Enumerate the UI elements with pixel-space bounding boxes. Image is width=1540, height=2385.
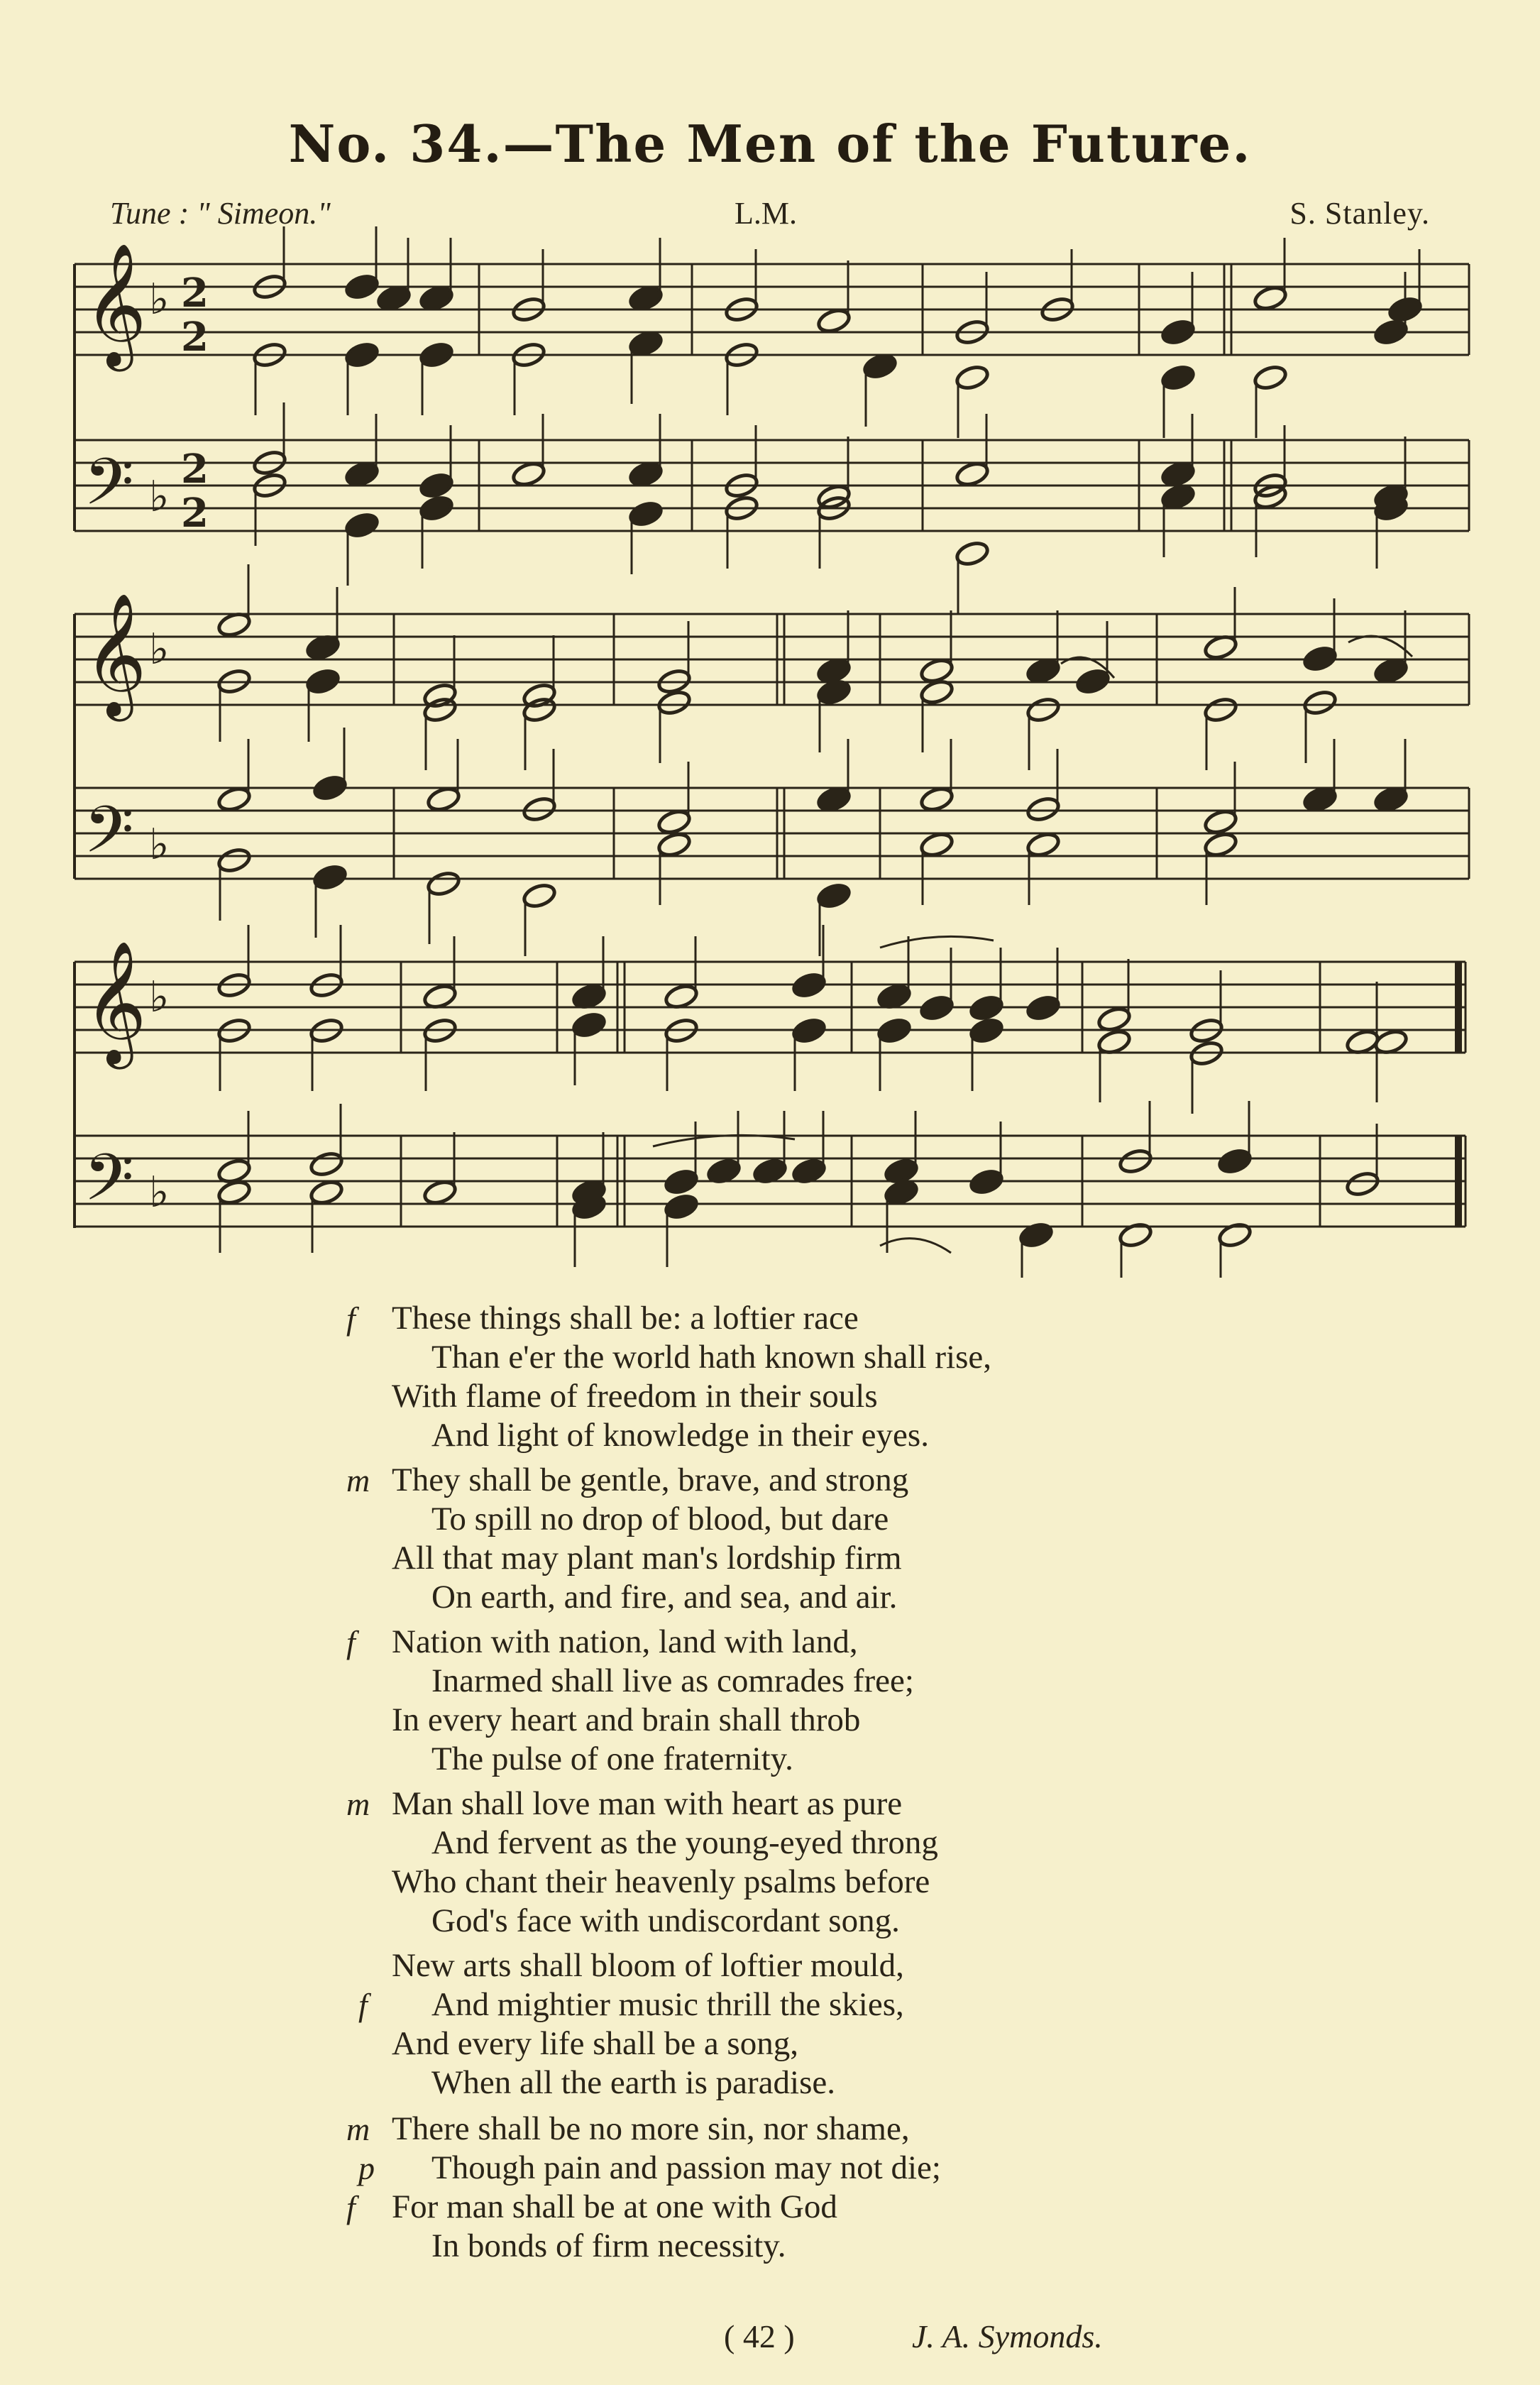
time-signature: 2 [181, 314, 209, 361]
note-head [1253, 363, 1288, 391]
lyric-line [0, 1338, 1540, 1377]
note-head [344, 511, 380, 539]
note-head [1253, 284, 1288, 312]
note-head [376, 284, 412, 312]
note-head [1025, 696, 1061, 723]
final-bar-line [1455, 962, 1462, 1053]
note-head [419, 471, 454, 499]
note-head [312, 774, 348, 801]
dynamic-marking: f [346, 1300, 356, 1337]
note-head [955, 363, 990, 391]
lyric-line [0, 1578, 1540, 1617]
lyric-line [0, 1985, 1540, 2024]
lyric-line [0, 1740, 1540, 1779]
note-head [216, 1178, 252, 1206]
note-head [1373, 657, 1409, 684]
lyric-line [0, 1377, 1540, 1416]
note-head [312, 863, 348, 891]
note-head [656, 808, 692, 835]
lyric-text: Man shall love man with heart as pure [392, 1785, 903, 1822]
lyric-text: In every heart and brain shall throb [392, 1701, 861, 1738]
dynamic-marking: p [358, 2150, 375, 2186]
lyric-text: Inarmed shall live as comrades free; [431, 1662, 914, 1699]
note-head [1118, 1147, 1153, 1175]
lyric-line [0, 1416, 1540, 1455]
lyric-text: And every life shall be a song, [392, 2025, 798, 2062]
tune-name: Tune : " Simeon." [110, 196, 331, 231]
note-head [426, 870, 461, 897]
final-bar-line [1455, 1136, 1462, 1227]
lyric-text: These things shall be: a loftier race [392, 1300, 859, 1337]
note-head [1160, 483, 1196, 510]
note-head [816, 657, 852, 684]
note-head [1203, 808, 1238, 835]
note-head [309, 1150, 344, 1178]
note-head [969, 994, 1004, 1021]
lyric-line [0, 1946, 1540, 1985]
treble-clef-icon: 𝄞 [84, 243, 147, 366]
note-head [511, 460, 546, 488]
note-head [816, 307, 852, 334]
lyric-text: When all the earth is paradise. [431, 2064, 835, 2101]
note-head [419, 284, 454, 312]
note-head [344, 341, 380, 368]
lyric-text: In bonds of firm necessity. [431, 2227, 786, 2264]
lyric-text: Though pain and passion may not die; [431, 2149, 941, 2186]
lyric-text: Who chant their heavenly psalms before [392, 1863, 930, 1900]
lyric-text: The pulse of one fraternity. [431, 1740, 793, 1777]
lyric-line [0, 2063, 1540, 2102]
note-head [876, 1016, 912, 1044]
note-head [571, 1011, 607, 1038]
note-head [1373, 785, 1409, 813]
note-head [1025, 994, 1061, 1021]
note-head [1387, 295, 1423, 323]
note-head [1302, 645, 1338, 672]
flat-icon: ♭ [149, 472, 170, 522]
note-head [628, 329, 664, 357]
slur [880, 936, 994, 948]
dynamic-marking: m [346, 1462, 370, 1498]
note-head [791, 971, 827, 999]
note-head [419, 341, 454, 368]
flat-icon: ♭ [149, 820, 170, 870]
note-head [1203, 696, 1238, 723]
note-head [522, 696, 557, 723]
slur [653, 1135, 795, 1146]
lyric-text: Than e'er the world hath known shall rise, [431, 1339, 991, 1376]
note-head [1373, 318, 1409, 346]
flat-icon: ♭ [149, 972, 170, 1022]
note-head [1025, 657, 1061, 684]
lyric-line [0, 2024, 1540, 2063]
meter-label: L.M. [735, 196, 797, 231]
note-head [791, 1016, 827, 1044]
note-head [309, 1178, 344, 1206]
dynamic-marking: f [358, 1987, 368, 2023]
note-head [664, 1168, 699, 1195]
treble-clef-icon: 𝄞 [84, 593, 147, 716]
time-signature: 2 [181, 270, 209, 317]
slur [880, 1239, 951, 1253]
lyric-line [0, 1539, 1540, 1578]
note-head [1025, 795, 1061, 823]
lyric-text: And mightier music thrill the skies, [431, 1986, 904, 2023]
note-head [426, 785, 461, 813]
flat-icon: ♭ [149, 625, 170, 674]
note-head [1345, 1170, 1380, 1197]
note-head [862, 352, 898, 380]
lyric-text: They shall be gentle, brave, and strong [392, 1462, 909, 1498]
note-head [1217, 1221, 1253, 1249]
note-head [1075, 667, 1111, 695]
lyric-author: J. A. Symonds. [912, 2318, 1103, 2354]
dynamic-marking: f [346, 1624, 356, 1660]
note-head [969, 1016, 1004, 1044]
slur [1348, 636, 1412, 657]
lyric-line [0, 1662, 1540, 1701]
lyric-line [0, 1863, 1540, 1902]
lyric-line [0, 1461, 1540, 1500]
note-head [1302, 785, 1338, 813]
note-head [1160, 318, 1196, 346]
dynamic-marking: f [346, 2189, 356, 2225]
note-head [305, 667, 341, 695]
lyric-text: God's face with undiscordant song. [431, 1902, 900, 1939]
note-head [1203, 830, 1238, 858]
lyric-text: Nation with nation, land with land, [392, 1623, 858, 1660]
note-head [1217, 1147, 1253, 1175]
note-head [656, 830, 692, 858]
page-number: ( 42 ) [724, 2318, 795, 2354]
dynamic-marking: m [346, 1786, 370, 1822]
note-head [422, 696, 458, 723]
note-head [422, 1178, 458, 1206]
note-head [216, 846, 252, 874]
hymn-title: No. 34.—The Men of the Future. [288, 114, 1252, 174]
note-head [955, 539, 990, 567]
note-head [1025, 830, 1061, 858]
lyric-text: For man shall be at one with God [392, 2188, 837, 2225]
lyric-line [0, 2188, 1540, 2227]
bass-clef-icon: 𝄢 [84, 1140, 134, 1231]
note-head [1118, 1221, 1153, 1249]
lyric-text: On earth, and fire, and sea, and air. [431, 1579, 898, 1616]
composer-name: S. Stanley. [1289, 196, 1430, 231]
note-head [955, 460, 990, 488]
lyric-text: There shall be no more sin, nor shame, [392, 2110, 910, 2147]
note-head [522, 795, 557, 823]
note-head [628, 500, 664, 527]
lyric-text: With flame of freedom in their souls [392, 1378, 878, 1415]
note-head [919, 785, 955, 813]
bass-clef-icon: 𝄢 [84, 444, 134, 535]
note-head [1160, 363, 1196, 391]
lyric-line [0, 1701, 1540, 1740]
note-head [656, 689, 692, 716]
note-head [1302, 689, 1338, 716]
note-head [419, 494, 454, 522]
note-head [816, 785, 852, 813]
time-signature: 2 [181, 446, 209, 493]
dynamic-marking: m [346, 2111, 370, 2147]
lyric-text: New arts shall bloom of loftier mould, [392, 1947, 904, 1984]
lyric-text: All that may plant man's lordship firm [392, 1540, 902, 1577]
note-head [919, 994, 955, 1021]
lyric-line [0, 1500, 1540, 1539]
note-head [884, 1178, 919, 1206]
note-head [816, 882, 852, 909]
lyric-line [0, 1623, 1540, 1662]
lyric-line [0, 1784, 1540, 1824]
note-head [919, 830, 955, 858]
flat-icon: ♭ [149, 275, 170, 324]
lyric-text: To spill no drop of blood, but dare [431, 1501, 889, 1537]
lyric-line [0, 1824, 1540, 1863]
time-signature: 2 [181, 490, 209, 537]
note-head [628, 284, 664, 312]
flat-icon: ♭ [149, 1168, 170, 1217]
note-head [216, 785, 252, 813]
note-head [919, 657, 955, 684]
lyric-text: And light of knowledge in their eyes. [431, 1417, 929, 1454]
lyric-text: And fervent as the young-eyed throng [431, 1824, 938, 1861]
note-head [664, 1192, 699, 1220]
treble-clef-icon: 𝄞 [84, 941, 147, 1064]
note-head [344, 273, 380, 300]
lyric-line [0, 1299, 1540, 1338]
note-head [1018, 1221, 1054, 1249]
bass-clef-icon: 𝄢 [84, 792, 134, 883]
note-head [344, 460, 380, 488]
lyric-line [0, 2149, 1540, 2188]
lyric-line [0, 2227, 1540, 2266]
note-head [969, 1168, 1004, 1195]
note-head [522, 882, 557, 909]
lyric-line [0, 1902, 1540, 1941]
note-head [1160, 460, 1196, 488]
page-footer [0, 2318, 1540, 2360]
note-head [628, 460, 664, 488]
lyric-line [0, 2110, 1540, 2149]
